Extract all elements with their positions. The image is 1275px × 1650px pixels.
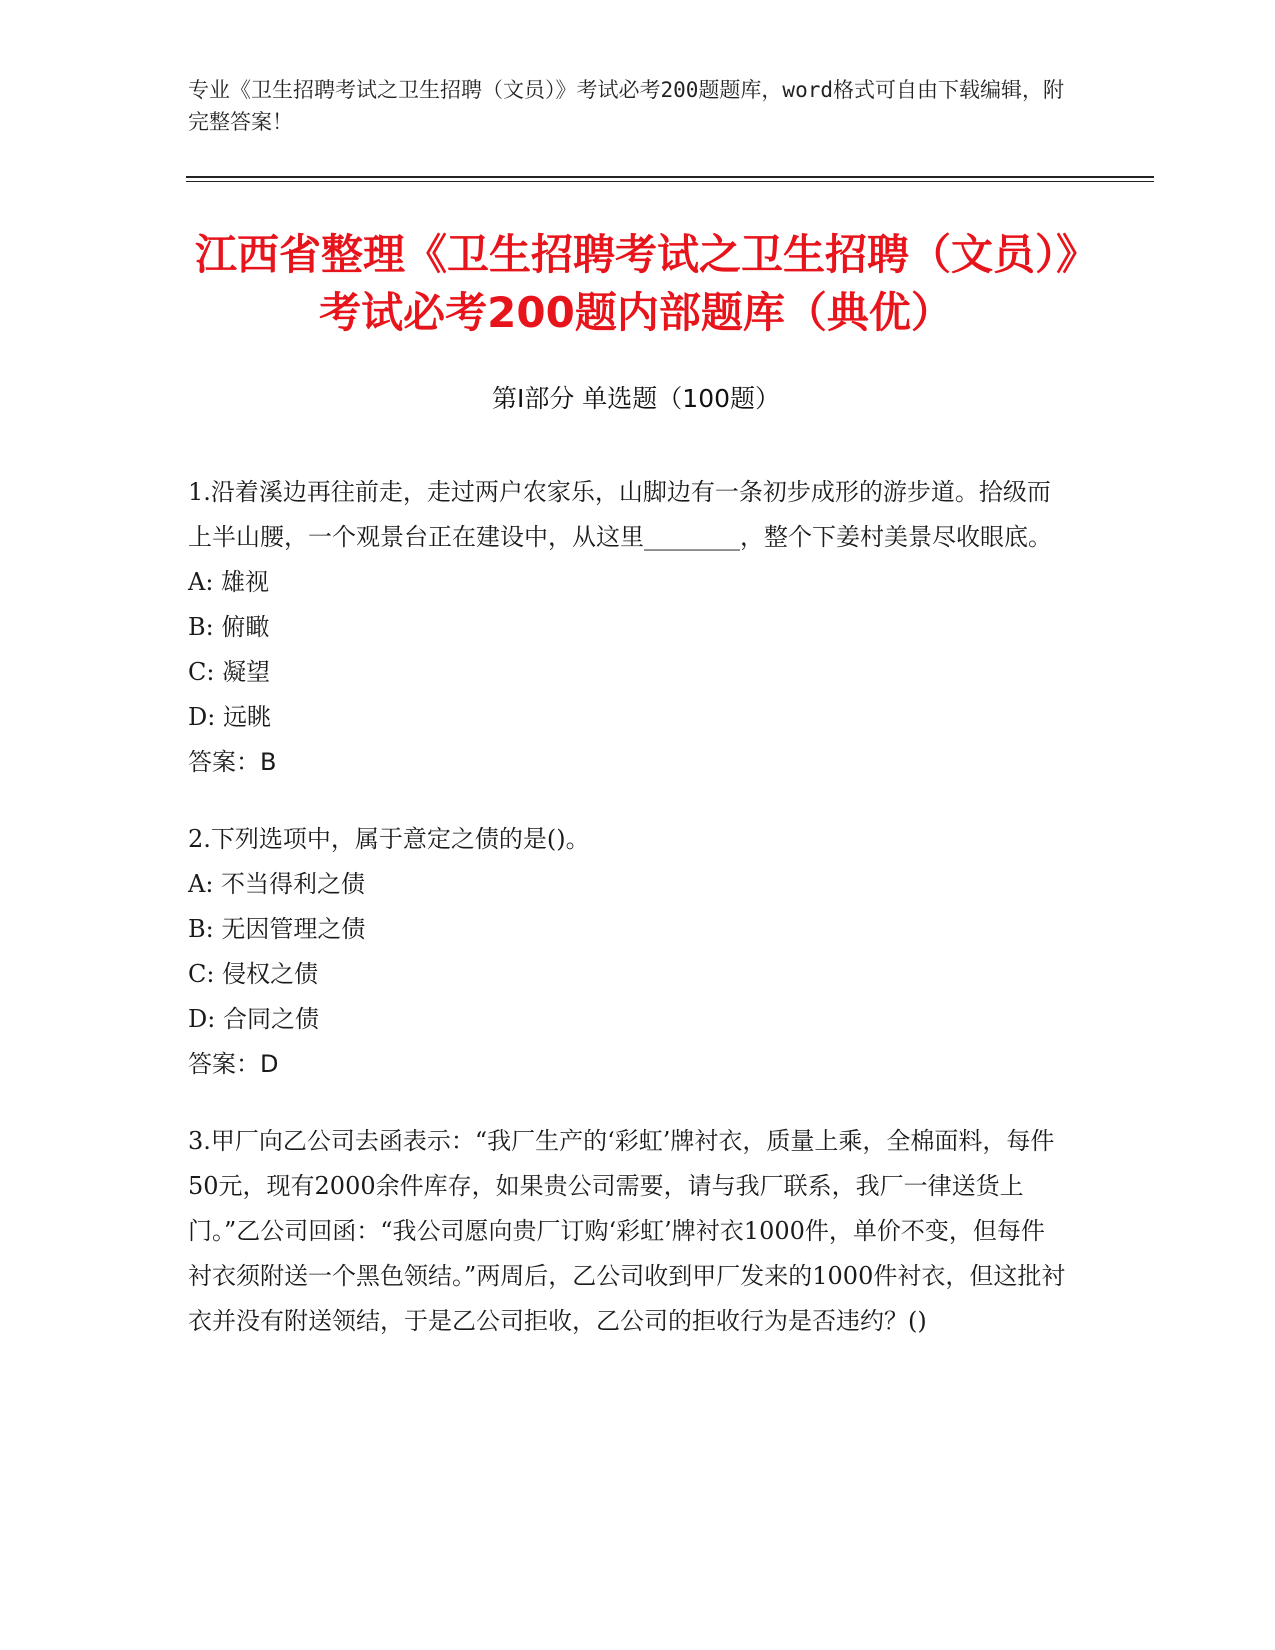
header-note: 专业《卫生招聘考试之卫生招聘（文员）》考试必考200题题库，word格式可自由下载编辑，附完整答案！ [188,78,1064,134]
option-d: D: 远眺 [188,703,271,731]
option-c: C: 侵权之债 [188,960,319,988]
option-a: A: 不当得利之债 [188,870,366,898]
answer-prefix: 答案： [188,748,260,776]
question-list [188,470,1068,1376]
option-a: A: 雄视 [188,568,270,596]
section-title: 第I部分 单选题（100题） [491,384,781,413]
header-divider-thick [186,176,1154,178]
question-3 [188,1119,1068,1344]
option-b: B: 俯瞰 [188,613,270,641]
question-text: 3.甲厂向乙公司去函表示：“我厂生产的‘彩虹’牌衬衣，质量上乘，全棉面料，每件50元，现有2000余件库存，如果贵公司需要，请与我厂联系，我厂一律送货上门。”乙公司回函：“我公司愿向贵厂订购‘彩虹’牌衬衣1000件，单价不变，但每件衬衣须附送一个黑色领结。”两周后，乙公司收到甲厂发来的1000件衬衣，但这批衬衣并没有附送领结，于是乙公司拒收，乙公司的拒收行为是否违约？() [188,1127,1066,1335]
answer-line [188,740,1068,785]
answer-prefix: 答案： [188,1050,260,1078]
document-title: 江西省整理《卫生招聘考试之卫生招聘（文员）》考试必考200题内部题库（典优） [194,230,1077,337]
option-d: D: 合同之债 [188,1005,319,1033]
answer-line [188,1042,1068,1087]
answer-value: B [260,748,277,776]
question-text: 2.下列选项中，属于意定之债的是()。 [188,825,590,853]
header-divider-thin [186,181,1154,182]
option-b: B: 无因管理之债 [188,915,366,943]
question-2 [188,817,1068,1087]
option-c: C: 凝望 [188,658,271,686]
question-1 [188,470,1068,785]
answer-value: D [260,1050,279,1078]
question-text: 1.沿着溪边再往前走，走过两户农家乐，山脚边有一条初步成形的游步道。拾级而上半山腰，一个观景台正在建设中，从这里________，整个下姜村美景尽收眼底。 [188,478,1052,551]
